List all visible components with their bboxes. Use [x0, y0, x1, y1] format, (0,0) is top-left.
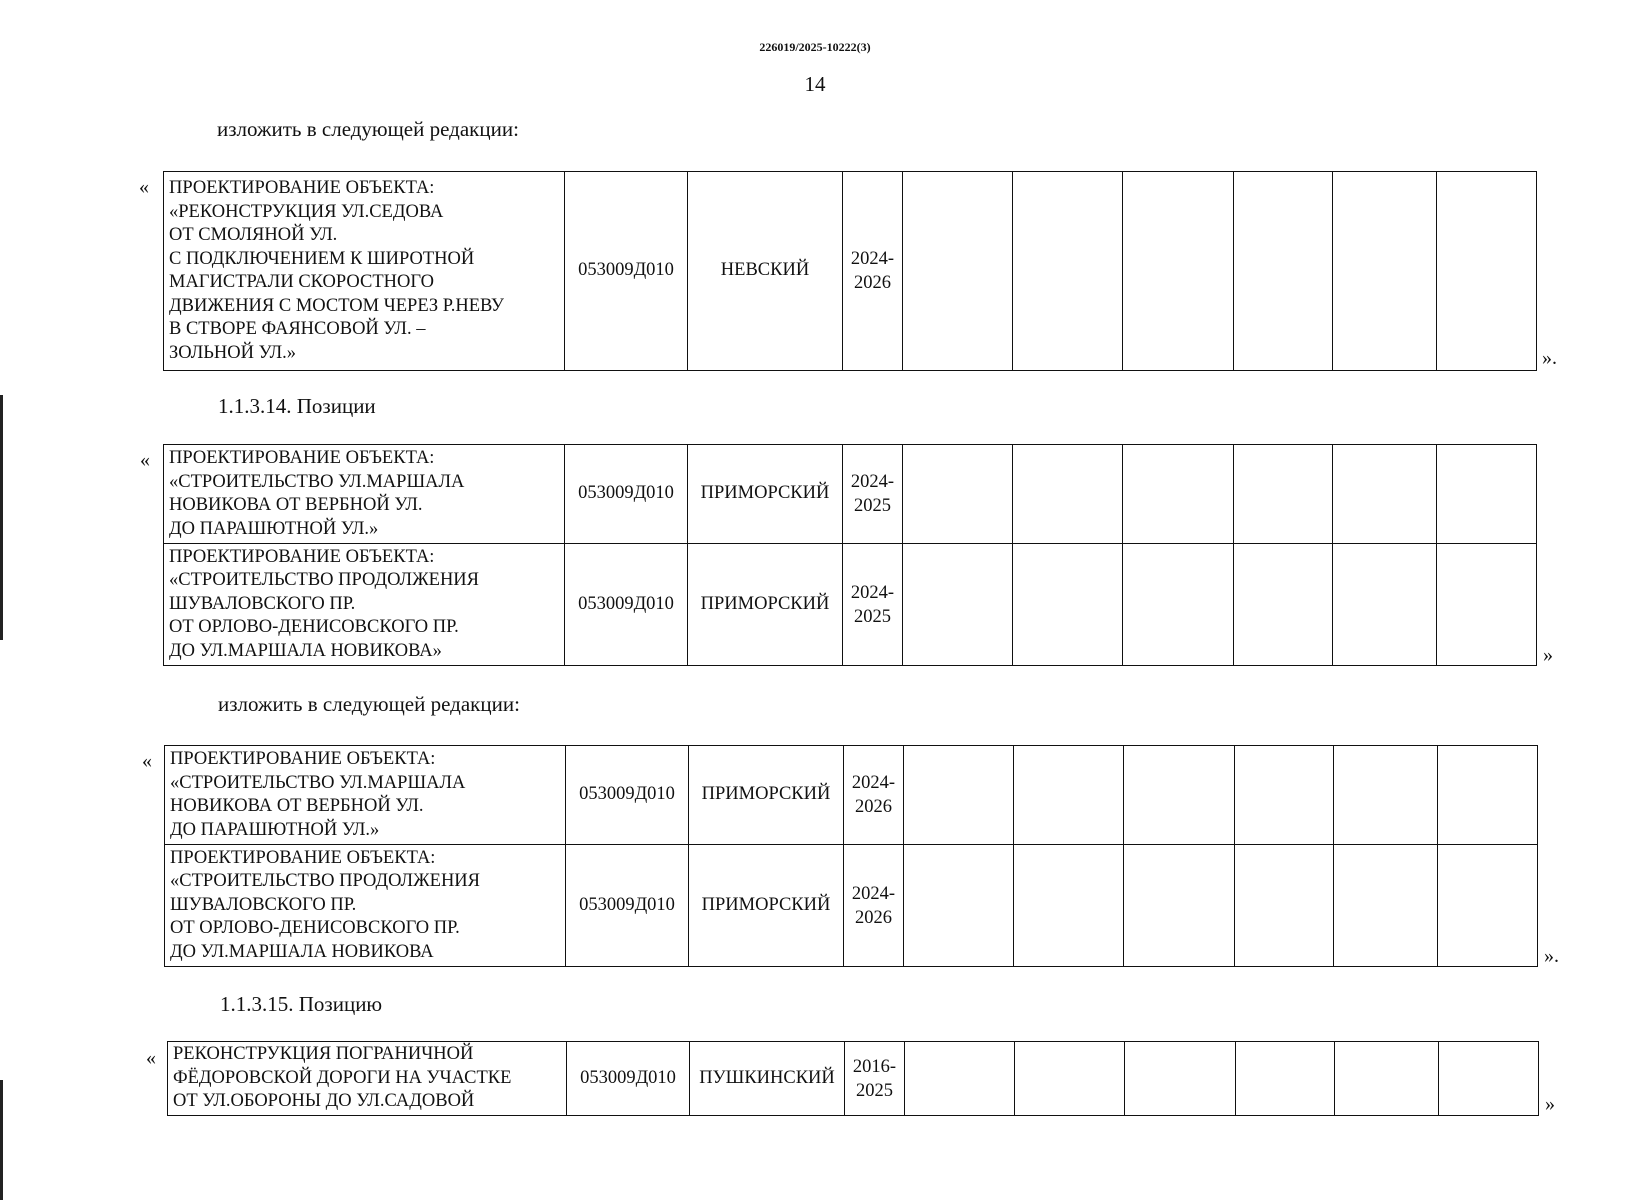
empty-cell [1439, 1042, 1539, 1116]
code-cell: 053009Д010 [567, 1042, 690, 1116]
empty-cell [904, 746, 1014, 845]
empty-cell [1013, 544, 1123, 666]
table-row [164, 172, 1537, 371]
empty-cell [1015, 1042, 1125, 1116]
years-cell: 2024- 2026 [844, 845, 904, 967]
close-quote: » [1545, 1093, 1555, 1115]
years-cell: 2024- 2025 [843, 445, 903, 544]
empty-cell [1438, 845, 1538, 967]
empty-cell [1437, 172, 1537, 371]
empty-cell [1013, 445, 1123, 544]
empty-cell [1014, 746, 1124, 845]
open-quote: « [139, 176, 149, 198]
open-quote: « [146, 1047, 156, 1069]
empty-cell [1124, 746, 1235, 845]
empty-cell [904, 845, 1014, 967]
empty-cell [1333, 445, 1437, 544]
empty-cell [1125, 1042, 1236, 1116]
district-cell: ПРИМОРСКИЙ [688, 445, 843, 544]
table-row [165, 845, 1538, 967]
empty-cell [903, 445, 1013, 544]
close-quote: ». [1542, 347, 1557, 369]
object-name-cell: РЕКОНСТРУКЦИЯ ПОГРАНИЧНОЙ ФЁДОРОВСКОЙ ДОРОГИ НА УЧАСТКЕ ОТ УЛ.ОБОРОНЫ ДО УЛ.САДОВОЙ [168, 1042, 567, 1116]
empty-cell [1235, 746, 1334, 845]
empty-cell [1236, 1042, 1335, 1116]
scan-edge-line [0, 1080, 3, 1200]
empty-cell [1334, 845, 1438, 967]
position-table-3 [164, 745, 1538, 967]
empty-cell [1124, 845, 1235, 967]
years-cell: 2024- 2026 [844, 746, 904, 845]
empty-cell [1234, 445, 1333, 544]
empty-cell [1123, 544, 1234, 666]
code-cell: 053009Д010 [566, 845, 689, 967]
position-table-4 [167, 1041, 1539, 1116]
district-cell: НЕВСКИЙ [688, 172, 843, 371]
section-caption: 1.1.3.14. Позиции [218, 394, 376, 418]
empty-cell [1437, 544, 1537, 666]
object-name-cell: ПРОЕКТИРОВАНИЕ ОБЪЕКТА: «СТРОИТЕЛЬСТВО ПРОДОЛЖЕНИЯ ШУВАЛОВСКОГО ПР. ОТ ОРЛОВО-ДЕНИСОВСКОГО ПР. ДО УЛ.МАРШАЛА НОВИКОВА [165, 845, 566, 967]
years-cell: 2024- 2025 [843, 544, 903, 666]
empty-cell [1234, 544, 1333, 666]
close-quote: ». [1544, 945, 1559, 967]
open-quote: « [142, 750, 152, 772]
position-table-1 [163, 171, 1537, 371]
code-cell: 053009Д010 [565, 172, 688, 371]
district-cell: ПРИМОРСКИЙ [688, 544, 843, 666]
object-name-cell: ПРОЕКТИРОВАНИЕ ОБЪЕКТА: «СТРОИТЕЛЬСТВО ПРОДОЛЖЕНИЯ ШУВАЛОВСКОГО ПР. ОТ ОРЛОВО-ДЕНИСОВСКОГО ПР. ДО УЛ.МАРШАЛА НОВИКОВА» [164, 544, 565, 666]
empty-cell [1438, 746, 1538, 845]
empty-cell [1335, 1042, 1439, 1116]
open-quote: « [140, 449, 150, 471]
empty-cell [903, 544, 1013, 666]
empty-cell [1234, 172, 1333, 371]
empty-cell [903, 172, 1013, 371]
section-caption: 1.1.3.15. Позицию [220, 992, 383, 1016]
empty-cell [1235, 845, 1334, 967]
code-cell: 053009Д010 [565, 445, 688, 544]
empty-cell [1013, 172, 1123, 371]
table-row [165, 746, 1538, 845]
page-number: 14 [804, 72, 826, 96]
scan-edge-line [0, 395, 3, 640]
empty-cell [905, 1042, 1015, 1116]
empty-cell [1437, 445, 1537, 544]
district-cell: ПРИМОРСКИЙ [689, 845, 844, 967]
code-cell: 053009Д010 [565, 544, 688, 666]
empty-cell [1334, 746, 1438, 845]
district-cell: ПРИМОРСКИЙ [689, 746, 844, 845]
code-cell: 053009Д010 [566, 746, 689, 845]
object-name-cell: ПРОЕКТИРОВАНИЕ ОБЪЕКТА: «СТРОИТЕЛЬСТВО УЛ.МАРШАЛА НОВИКОВА ОТ ВЕРБНОЙ УЛ. ДО ПАРАШЮТНОЙ УЛ.» [165, 746, 566, 845]
close-quote: » [1543, 644, 1553, 666]
table-row [164, 445, 1537, 544]
object-name-cell: ПРОЕКТИРОВАНИЕ ОБЪЕКТА: «РЕКОНСТРУКЦИЯ УЛ.СЕДОВА ОТ СМОЛЯНОЙ УЛ. С ПОДКЛЮЧЕНИЕМ К ШИРОТНОЙ МАГИСТРАЛИ СКОРОСТНОГО ДВИЖЕНИЯ С МОСТОМ ЧЕРЕЗ Р.НЕВУ В СТВОРЕ ФАЯНСОВОЙ УЛ. – ЗОЛЬНОЙ УЛ.» [164, 172, 565, 371]
years-cell: 2024- 2026 [843, 172, 903, 371]
section-caption: изложить в следующей редакции: [218, 692, 520, 716]
district-cell: ПУШКИНСКИЙ [690, 1042, 845, 1116]
section-caption: изложить в следующей редакции: [217, 117, 519, 141]
table-row [168, 1042, 1539, 1116]
position-table-2 [163, 444, 1537, 666]
years-cell: 2016- 2025 [845, 1042, 905, 1116]
empty-cell [1014, 845, 1124, 967]
object-name-cell: ПРОЕКТИРОВАНИЕ ОБЪЕКТА: «СТРОИТЕЛЬСТВО УЛ.МАРШАЛА НОВИКОВА ОТ ВЕРБНОЙ УЛ. ДО ПАРАШЮТНОЙ УЛ.» [164, 445, 565, 544]
table-row [164, 544, 1537, 666]
document-number: 226019/2025-10222(3) [759, 40, 871, 54]
empty-cell [1333, 172, 1437, 371]
empty-cell [1123, 172, 1234, 371]
empty-cell [1333, 544, 1437, 666]
empty-cell [1123, 445, 1234, 544]
